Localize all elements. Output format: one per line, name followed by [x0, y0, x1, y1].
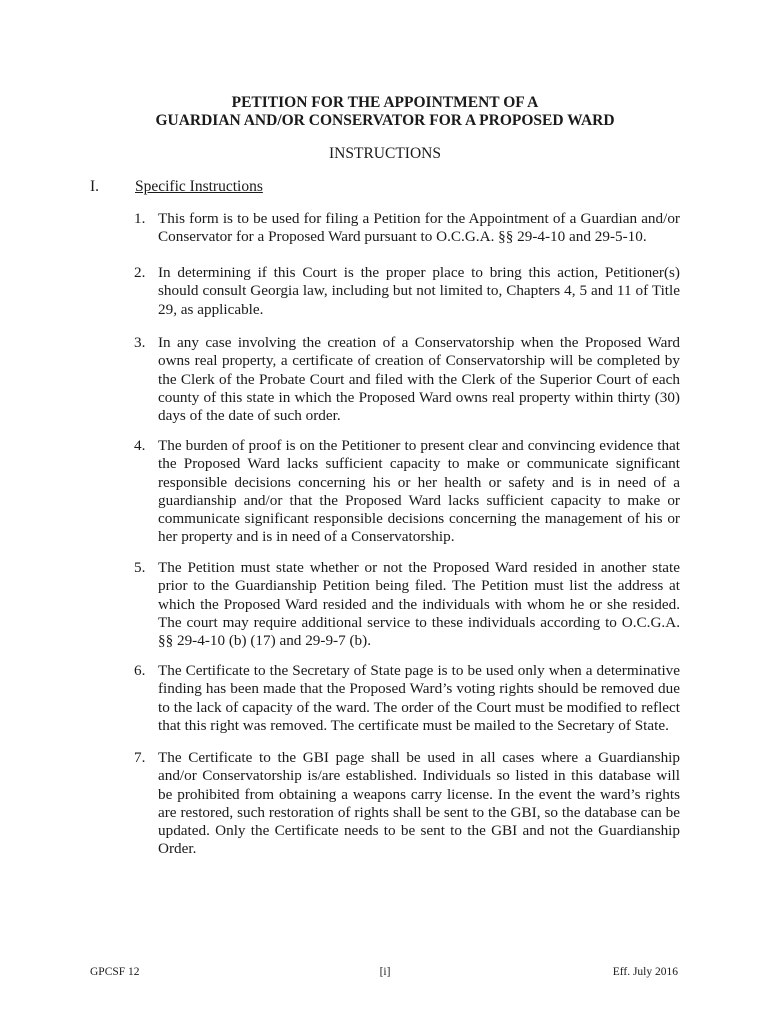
instruction-number: 1.	[134, 210, 146, 227]
instruction-text: In any case involving the creation of a Conservatorship when the Proposed Ward owns real property, a certificate of creation of Conservatorship will be completed by the Clerk of the Probate Court and filed with the Clerk of the Superior Court of each county of this state in which the Proposed Ward owns real property within thirty (30) days of the date of such order.	[158, 334, 680, 425]
instruction-text: The Certificate to the GBI page shall be used in all cases where a Guardianship and/or Conservatorship is/are established. Individuals so listed in this database will be prohibited from obtaining a weapons carry license. In the event the ward’s rights are restored, such restoration of rights shall be sent to the GBI, so the database can be updated. Only the Certificate needs to be sent to the GBI and not the Guardianship Order.	[158, 749, 680, 858]
section-title: Specific Instructions	[135, 178, 263, 195]
instruction-number: 4.	[134, 437, 146, 454]
instruction-number: 5.	[134, 559, 146, 576]
instruction-text: In determining if this Court is the proper place to bring this action, Petitioner(s) should consult Georgia law, including but not limited to, Chapters 4, 5 and 11 of Title 29, as applicable.	[158, 264, 680, 318]
instructions-heading: INSTRUCTIONS	[329, 145, 441, 162]
instruction-text: The burden of proof is on the Petitioner to present clear and convincing evidence that the Proposed Ward lacks sufficient capacity to make or communicate significant responsible decisions concerning his or her health or safety and is in need of a guardianship and/or that the Proposed Ward lacks sufficient capacity to make or communicate significant responsible decisions concerning the management of his or her property and is in need of a Conservatorship.	[158, 437, 680, 546]
footer-form-id: GPCSF 12	[90, 966, 140, 978]
instruction-number: 6.	[134, 662, 146, 679]
section-number: I.	[90, 178, 100, 195]
instruction-text: The Certificate to the Secretary of State page is to be used only when a determinative finding has been made that the Proposed Ward’s voting rights should be removed due to the lack of capacity of the ward. The order of the Court must be modified to reflect that this right was removed. The certificate must be mailed to the Secretary of State.	[158, 662, 680, 734]
instruction-text: The Petition must state whether or not the Proposed Ward resided in another state prior to the Guardianship Petition being filed. The Petition must list the address at which the Proposed Ward resided and the individuals with whom he or she resided. The court may require additional service to these individuals according to O.C.G.A. §§ 29-4-10 (b) (17) and 29-9-7 (b).	[158, 559, 680, 650]
footer-effective-date: Eff. July 2016	[612, 966, 678, 978]
instruction-number: 3.	[134, 334, 146, 351]
document-title-line-1: PETITION FOR THE APPOINTMENT OF A	[231, 94, 539, 111]
document-title-line-2: GUARDIAN AND/OR CONSERVATOR FOR A PROPOSED WARD	[155, 112, 615, 129]
instruction-text: This form is to be used for filing a Petition for the Appointment of a Guardian and/or Conservator for a Proposed Ward pursuant to O.C.G.A. §§ 29-4-10 and 29-5-10.	[158, 210, 680, 246]
instruction-number: 2.	[134, 264, 146, 281]
footer-page-number: [i]	[379, 966, 391, 978]
instruction-number: 7.	[134, 749, 146, 766]
